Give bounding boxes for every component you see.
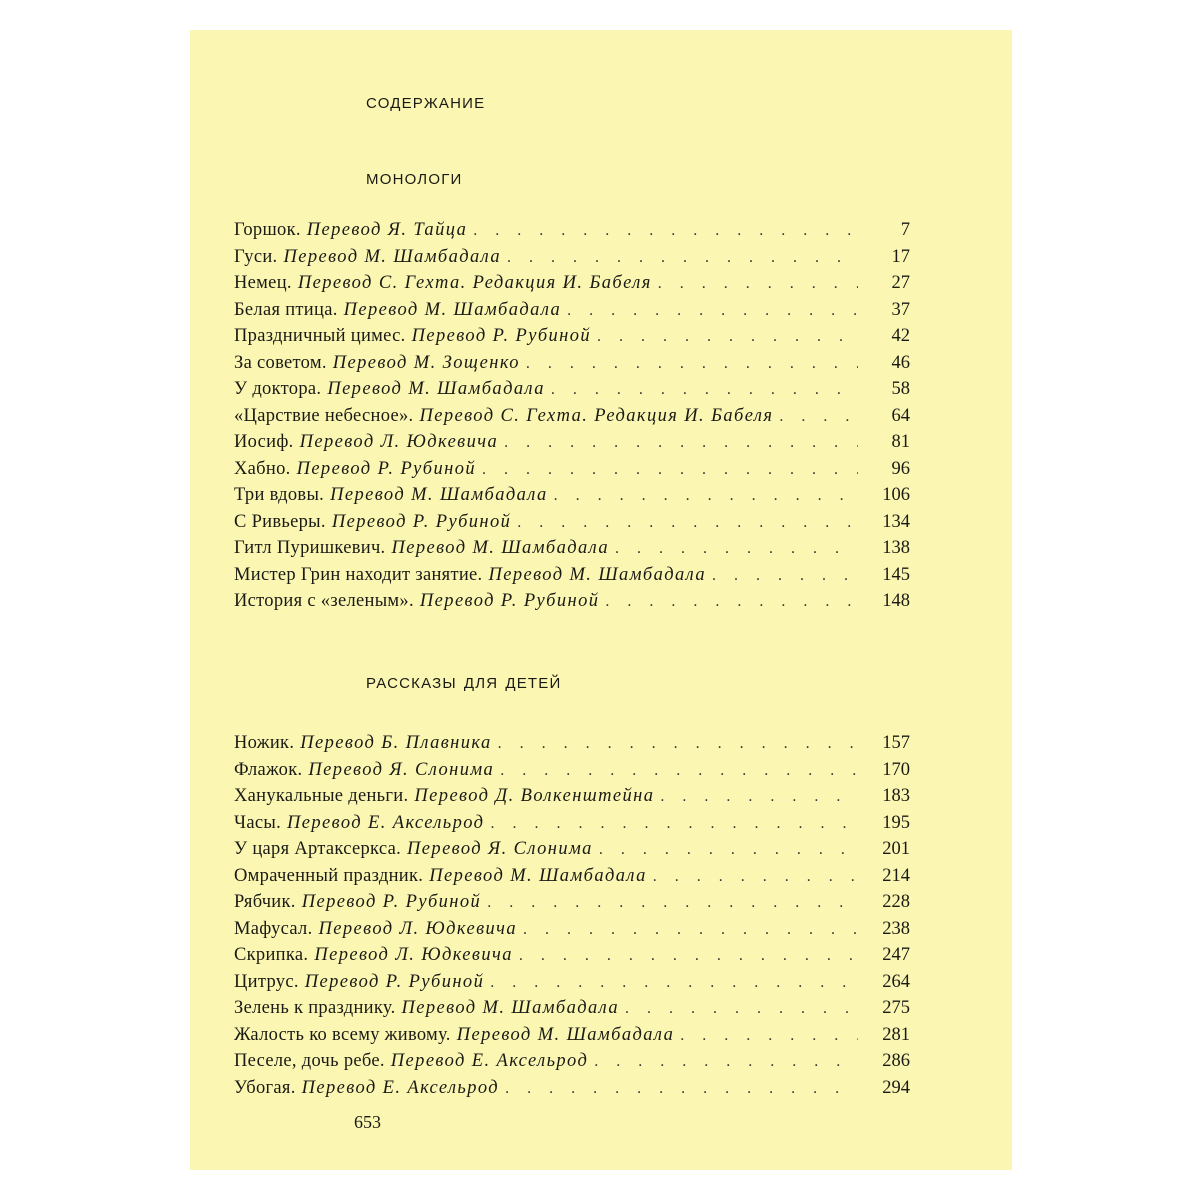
- section-heading-children-stories: рассказы для детей: [366, 670, 562, 693]
- toc-entry-page: 286: [882, 1051, 910, 1071]
- toc-entry-page: 81: [891, 432, 910, 452]
- toc-entry-translator: Перевод Р. Рубиной: [419, 591, 600, 611]
- book-page: [190, 30, 1012, 1170]
- toc-entry-page: 46: [891, 352, 910, 373]
- toc-entry-title: Жалость ко всему живому.: [234, 1024, 451, 1045]
- toc-entry-translator: Перевод М. Шамбадала: [488, 564, 707, 585]
- toc-entry-title: Рябчик.: [234, 892, 296, 912]
- page-title: содержание: [366, 88, 486, 113]
- toc-entry-translator: Перевод С. Гехта. Редакция И. Бабеля: [419, 405, 774, 426]
- toc-entry-page: 170: [882, 759, 910, 780]
- toc-entry-translator: Перевод Е. Аксельрод: [390, 1051, 589, 1071]
- toc-leader-dots: [505, 1076, 858, 1103]
- toc-entry-translator: Перевод Е. Аксельрод: [287, 812, 485, 833]
- toc-entry-title: У царя Артаксеркса.: [234, 839, 402, 859]
- toc-entry: [234, 297, 910, 324]
- toc-leader-dots: [625, 996, 858, 1023]
- toc-entry: [234, 244, 910, 271]
- toc-leader-dots: [551, 377, 858, 404]
- toc-entry-translator: Перевод Р. Рубиной: [331, 511, 512, 532]
- toc-entry-title: Мафусал.: [234, 918, 313, 939]
- toc-entry: [234, 376, 910, 403]
- toc-entry-page: 64: [891, 405, 910, 426]
- toc-entry-page: 183: [882, 786, 910, 806]
- toc-entry: [234, 588, 910, 615]
- toc-leader-dots: [490, 970, 858, 997]
- toc-entry-title: Праздничный цимес.: [234, 326, 406, 346]
- toc-leader-dots: [597, 324, 858, 351]
- toc-leader-dots: [523, 917, 858, 944]
- toc-entry-page: 247: [882, 945, 910, 965]
- toc-leader-dots: [660, 784, 858, 811]
- toc-entry-translator: Перевод М. Шамбадала: [343, 299, 562, 320]
- toc-entry-page: 42: [891, 326, 910, 346]
- toc-leader-dots: [615, 536, 858, 563]
- toc-entry-title: История с «зеленым».: [234, 591, 414, 611]
- toc-entry-title: «Царствие небесное».: [234, 405, 414, 426]
- toc-entry-translator: Перевод М. Шамбадала: [330, 485, 548, 505]
- toc-leader-dots: [658, 271, 858, 298]
- toc-entry: [234, 217, 910, 244]
- toc-entry-title: Песеле, дочь ребе.: [234, 1051, 385, 1071]
- toc-entry-page: 96: [891, 458, 910, 479]
- toc-entry-page: 27: [891, 273, 910, 293]
- toc-leader-dots: [594, 1049, 858, 1076]
- section-heading-monologues: монологи: [366, 166, 463, 189]
- toc-entry-page: 134: [882, 511, 910, 532]
- toc-entry-title: Мистер Грин находит занятие.: [234, 564, 483, 585]
- toc-entry: [234, 350, 910, 377]
- toc-entry-title: Ножик.: [234, 733, 295, 753]
- toc-leader-dots: [504, 430, 858, 457]
- toc-entry: [234, 1022, 910, 1049]
- toc-entry: [234, 429, 910, 456]
- toc-entry-translator: Перевод Л. Юдкевича: [299, 432, 499, 452]
- toc-entry-translator: Перевод Р. Рубиной: [301, 892, 482, 912]
- toc-entry-translator: Перевод Д. Волкенштейна: [414, 786, 655, 806]
- toc-entry-title: Горшок.: [234, 220, 301, 240]
- toc-entry-page: 201: [882, 839, 910, 859]
- toc-leader-dots: [567, 298, 858, 325]
- toc-entry: [234, 482, 910, 509]
- toc-entry-title: Три вдовы.: [234, 485, 325, 505]
- toc-entry: [234, 783, 910, 810]
- toc-entry-title: Флажок.: [234, 759, 303, 780]
- toc-entry-translator: Перевод Я. Тайца: [306, 220, 468, 240]
- toc-entry-page: 58: [891, 379, 910, 399]
- toc-entry-title: У доктора.: [234, 379, 322, 399]
- toc-entry-title: Гитл Пуришкевич.: [234, 538, 386, 558]
- toc-entry-translator: Перевод М. Шамбадала: [401, 998, 620, 1018]
- toc-entry: [234, 270, 910, 297]
- toc-leader-dots: [599, 837, 858, 864]
- toc-entry-title: Гуси.: [234, 246, 278, 267]
- toc-leader-dots: [482, 457, 858, 484]
- toc-entry-translator: Перевод М. Шамбадала: [456, 1024, 675, 1045]
- toc-entry-page: 37: [891, 299, 910, 320]
- page-number: 653: [354, 1112, 381, 1132]
- toc-entry-page: 157: [882, 733, 910, 753]
- toc-entry: [234, 757, 910, 784]
- toc-entry-translator: Перевод Б. Плавника: [300, 733, 492, 753]
- toc-list-children-stories: [234, 730, 910, 1101]
- toc-entry-title: Омраченный праздник.: [234, 865, 424, 886]
- toc-entry: [234, 916, 910, 943]
- toc-entry: [234, 810, 910, 837]
- toc-entry-translator: Перевод М. Шамбадала: [429, 865, 647, 886]
- toc-entry-page: 275: [882, 998, 910, 1018]
- toc-entry: [234, 456, 910, 483]
- toc-entry-page: 195: [882, 812, 910, 833]
- toc-entry-translator: Перевод Л. Юдкевича: [318, 918, 518, 939]
- toc-list-monologues: [234, 217, 910, 615]
- toc-entry-translator: Перевод Р. Рубиной: [411, 326, 592, 346]
- toc-leader-dots: [554, 483, 858, 510]
- toc-entry: [234, 323, 910, 350]
- toc-leader-dots: [498, 731, 858, 758]
- toc-leader-dots: [779, 404, 858, 431]
- toc-entry-title: Хабно.: [234, 458, 291, 479]
- toc-leader-dots: [500, 758, 858, 785]
- toc-entry-translator: Перевод М. Шамбадала: [327, 379, 545, 399]
- toc-entry-page: 17: [891, 246, 910, 267]
- toc-entry-title: За советом.: [234, 352, 327, 373]
- toc-leader-dots: [712, 563, 858, 590]
- toc-entry-translator: Перевод Р. Рубиной: [304, 971, 485, 992]
- toc-entry-page: 148: [882, 591, 910, 611]
- toc-entry: [234, 562, 910, 589]
- toc-entry: [234, 995, 910, 1022]
- toc-entry: [234, 942, 910, 969]
- toc-entry: [234, 863, 910, 890]
- toc-entry-title: Немец.: [234, 273, 292, 293]
- toc-entry-title: Часы.: [234, 812, 282, 833]
- toc-entry-page: 264: [882, 971, 910, 992]
- toc-entry: [234, 1075, 910, 1102]
- toc-entry-translator: Перевод М. Шамбадала: [391, 538, 610, 558]
- toc-entry: [234, 836, 910, 863]
- toc-entry-page: 145: [882, 564, 910, 585]
- toc-entry: [234, 403, 910, 430]
- toc-entry-page: 228: [882, 892, 910, 912]
- toc-leader-dots: [487, 890, 858, 917]
- toc-entry: [234, 535, 910, 562]
- toc-entry-translator: Перевод Р. Рубиной: [296, 458, 477, 479]
- toc-entry-title: Убогая.: [234, 1077, 296, 1098]
- toc-entry-page: 7: [900, 220, 910, 240]
- toc-entry-title: Зелень к празднику.: [234, 998, 396, 1018]
- toc-entry-page: 214: [882, 865, 910, 886]
- toc-entry-translator: Перевод С. Гехта. Редакция И. Бабеля: [297, 273, 652, 293]
- toc-entry: [234, 969, 910, 996]
- toc-leader-dots: [473, 218, 858, 245]
- toc-entry: [234, 730, 910, 757]
- toc-entry-translator: Перевод Л. Юдкевича: [314, 945, 513, 965]
- toc-entry-page: 294: [882, 1077, 910, 1098]
- toc-entry: [234, 1048, 910, 1075]
- toc-entry: [234, 509, 910, 536]
- toc-entry-page: 138: [882, 538, 910, 558]
- toc-leader-dots: [507, 245, 858, 272]
- toc-entry-page: 238: [882, 918, 910, 939]
- toc-entry-page: 106: [882, 485, 910, 505]
- toc-entry-translator: Перевод М. Шамбадала: [283, 246, 502, 267]
- toc-entry-translator: Перевод Я. Слонима: [308, 759, 495, 780]
- toc-leader-dots: [680, 1023, 858, 1050]
- toc-entry-title: Белая птица.: [234, 299, 338, 320]
- toc-entry-title: Скрипка.: [234, 945, 309, 965]
- toc-entry-title: С Ривьеры.: [234, 511, 326, 532]
- toc-entry-translator: Перевод М. Зощенко: [332, 352, 520, 373]
- toc-entry-translator: Перевод Я. Слонима: [407, 839, 593, 859]
- toc-leader-dots: [653, 864, 858, 891]
- toc-leader-dots: [526, 351, 858, 378]
- toc-entry-translator: Перевод Е. Аксельрод: [301, 1077, 500, 1098]
- toc-entry-title: Цитрус.: [234, 971, 299, 992]
- toc-entry: [234, 889, 910, 916]
- toc-entry-page: 281: [882, 1024, 910, 1045]
- toc-leader-dots: [490, 811, 858, 838]
- toc-leader-dots: [519, 943, 858, 970]
- toc-leader-dots: [517, 510, 858, 537]
- toc-entry-title: Иосиф.: [234, 432, 294, 452]
- toc-entry-title: Ханукальные деньги.: [234, 786, 409, 806]
- toc-leader-dots: [605, 589, 858, 616]
